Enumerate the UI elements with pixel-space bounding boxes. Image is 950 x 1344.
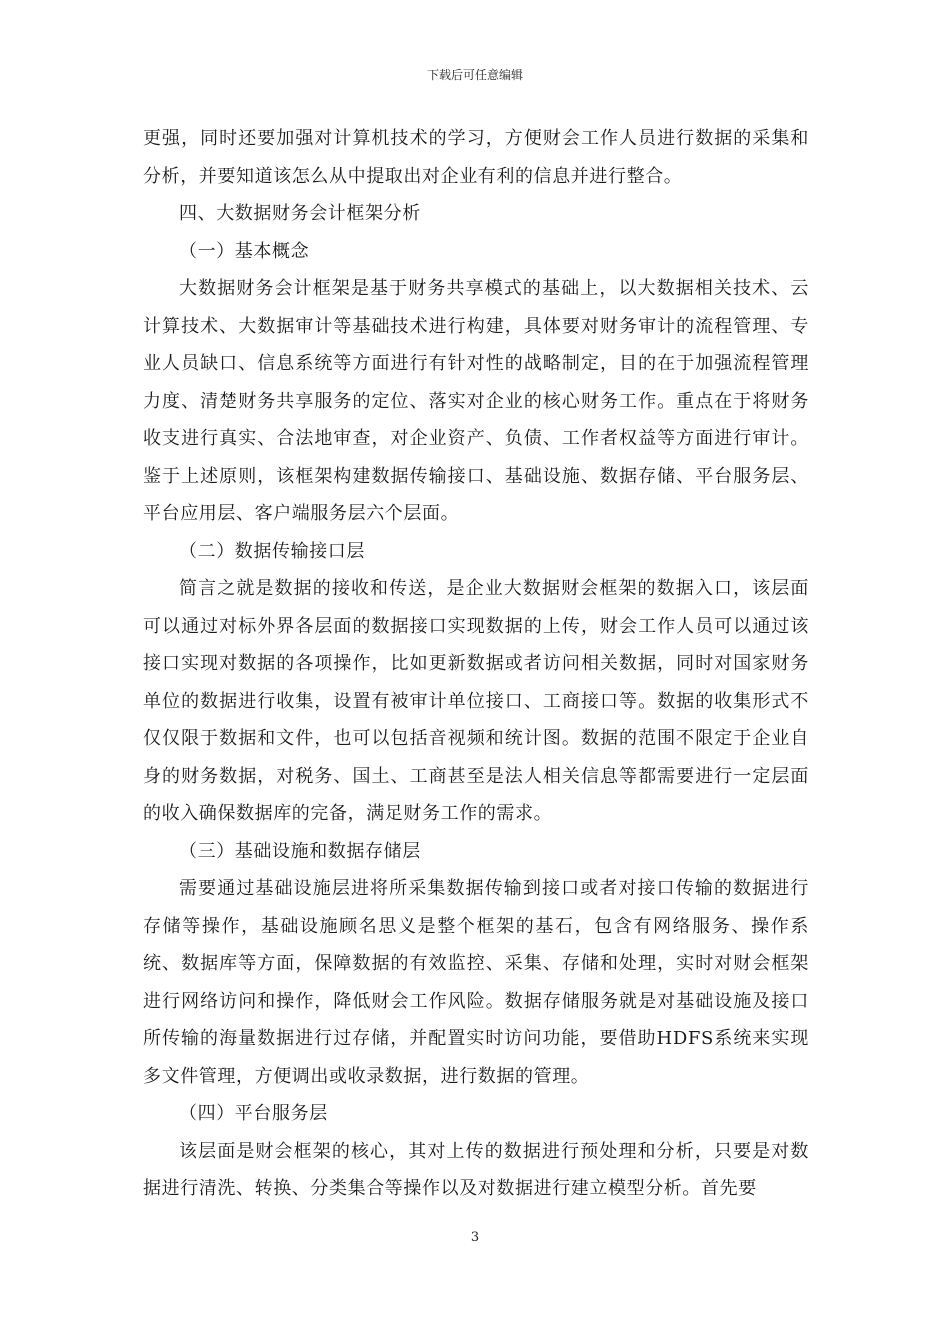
page-number: 3 [470,1230,480,1245]
paragraph-infrastructure: 需要通过基础设施层进将所采集数据传输到接口或者对接口传输的数据进行存储等操作，基础设施顾名思义是整个框架的基石，包含有网络服务、操作系统、数据库等方面，保障数据的有效监控、采集、存储和处理，实时对财会框架进行网络访问和操作，降低财会工作风险。数据存储服务就是对基础设施及接口所传输的海量数据进行过存储，并配置实时访问功能，要借助HDFS系统来实现多文件管理，方便调出或收录数据，进行数据的管理。 [143,878,809,1087]
subsection-heading-data-interface: （二）数据传输接口层 [179,540,365,562]
document-body [143,120,809,1208]
subsection-heading-infrastructure: （三）基础设施和数据存储层 [179,840,421,862]
section-heading: 四、大数据财务会计框架分析 [179,203,421,224]
subsection-heading-basic-concept: （一）基本概念 [179,240,310,262]
paragraph-platform-service: 该层面是财会框架的核心，其对上传的数据进行预处理和分析，只要是对数据进行清洗、转换、分类集合等操作以及对数据进行建立模型分析。首先要 [143,1140,809,1199]
paragraph-continued: 更强，同时还要加强对计算机技术的学习，方便财会工作人员进行数据的采集和分析，并要知道该怎么从中提取出对企业有利的信息并进行整合。 [143,128,809,187]
page-header-note: 下载后可任意编辑 [426,68,523,82]
paragraph-data-interface: 简言之就是数据的接收和传送，是企业大数据财会框架的数据入口，该层面可以通过对标外界各层面的数据接口实现数据的上传，财会工作人员可以通过该接口实现对数据的各项操作，比如更新数据或者访问相关数据，同时对国家财务单位的数据进行收集，设置有被审计单位接口、工商接口等。数据的收集形式不仅仅限于数据和文件，也可以包括音视频和统计图。数据的范围不限定于企业自身的财务数据，对税务、国土、工商甚至是法人相关信息等都需要进行一定层面的收入确保数据库的完备，满足财务工作的需求。 [143,578,809,824]
subsection-heading-platform-service: （四）平台服务层 [179,1103,328,1124]
paragraph-basic-concept: 大数据财务会计框架是基于财务共享模式的基础上，以大数据相关技术、云计算技术、大数据审计等基础技术进行构建，具体要对财务审计的流程管理、专业人员缺口、信息系统等方面进行有针对性的战略制定，目的在于加强流程管理力度、清楚财务共享服务的定位、落实对企业的核心财务工作。重点在于将财务收支进行真实、合法地审查，对企业资产、负债、工作者权益等方面进行审计。鉴于上述原则，该框架构建数据传输接口、基础设施、数据存储、平台服务层、平台应用层、客户端服务层六个层面。 [143,278,809,524]
